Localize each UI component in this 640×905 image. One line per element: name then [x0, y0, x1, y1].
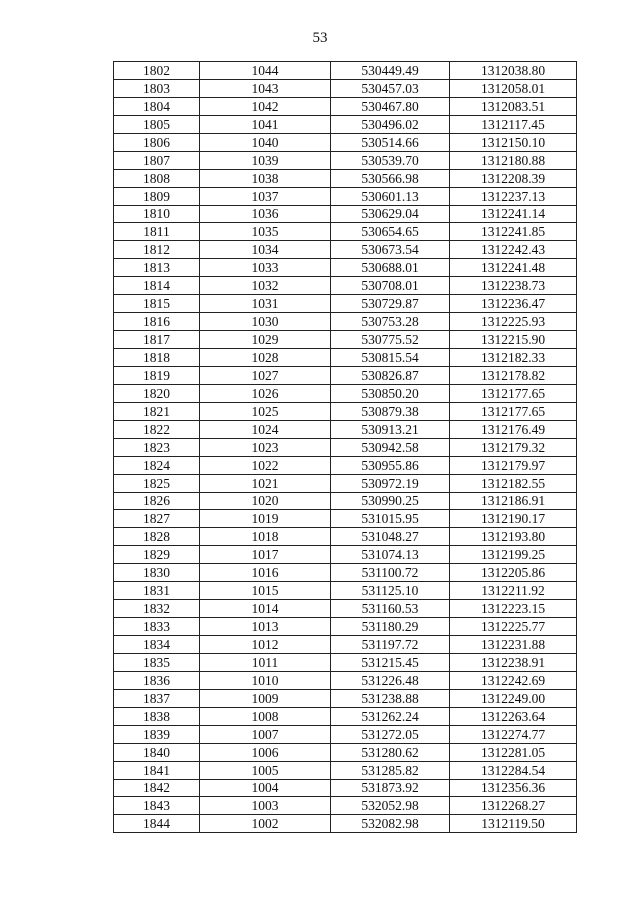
point-number-cell: 1812 — [114, 241, 200, 259]
table-row — [114, 259, 577, 277]
point-number-cell: 1822 — [114, 420, 200, 438]
point-number-cell: 1838 — [114, 707, 200, 725]
x-coordinate-cell: 530826.87 — [331, 366, 450, 384]
y-coordinate-cell: 1312236.47 — [450, 295, 577, 313]
ref-number-cell: 1003 — [200, 797, 331, 815]
y-coordinate-cell: 1312241.85 — [450, 223, 577, 241]
table-row — [114, 492, 577, 510]
y-coordinate-cell: 1312179.32 — [450, 438, 577, 456]
point-number-cell: 1808 — [114, 169, 200, 187]
x-coordinate-cell: 530539.70 — [331, 151, 450, 169]
x-coordinate-cell: 530449.49 — [331, 62, 450, 80]
x-coordinate-cell: 530913.21 — [331, 420, 450, 438]
y-coordinate-cell: 1312179.97 — [450, 456, 577, 474]
x-coordinate-cell: 531285.82 — [331, 761, 450, 779]
y-coordinate-cell: 1312177.65 — [450, 384, 577, 402]
point-number-cell: 1829 — [114, 546, 200, 564]
ref-number-cell: 1023 — [200, 438, 331, 456]
x-coordinate-cell: 530955.86 — [331, 456, 450, 474]
x-coordinate-cell: 531015.95 — [331, 510, 450, 528]
ref-number-cell: 1031 — [200, 295, 331, 313]
table-row — [114, 618, 577, 636]
table-row — [114, 815, 577, 833]
ref-number-cell: 1014 — [200, 600, 331, 618]
ref-number-cell: 1036 — [200, 205, 331, 223]
x-coordinate-cell: 530601.13 — [331, 187, 450, 205]
table-row — [114, 707, 577, 725]
ref-number-cell: 1043 — [200, 79, 331, 97]
ref-number-cell: 1039 — [200, 151, 331, 169]
point-number-cell: 1804 — [114, 97, 200, 115]
y-coordinate-cell: 1312186.91 — [450, 492, 577, 510]
y-coordinate-cell: 1312150.10 — [450, 133, 577, 151]
point-number-cell: 1841 — [114, 761, 200, 779]
x-coordinate-cell: 530972.19 — [331, 474, 450, 492]
x-coordinate-cell: 530775.52 — [331, 331, 450, 349]
x-coordinate-cell: 530753.28 — [331, 313, 450, 331]
y-coordinate-cell: 1312199.25 — [450, 546, 577, 564]
y-coordinate-cell: 1312241.48 — [450, 259, 577, 277]
table-row — [114, 151, 577, 169]
point-number-cell: 1833 — [114, 618, 200, 636]
table-row — [114, 761, 577, 779]
ref-number-cell: 1008 — [200, 707, 331, 725]
ref-number-cell: 1042 — [200, 97, 331, 115]
point-number-cell: 1811 — [114, 223, 200, 241]
table-row — [114, 546, 577, 564]
y-coordinate-cell: 1312211.92 — [450, 582, 577, 600]
ref-number-cell: 1010 — [200, 671, 331, 689]
table-row — [114, 474, 577, 492]
x-coordinate-cell: 531262.24 — [331, 707, 450, 725]
page-number: 53 — [312, 30, 328, 46]
ref-number-cell: 1006 — [200, 743, 331, 761]
ref-number-cell: 1035 — [200, 223, 331, 241]
y-coordinate-cell: 1312083.51 — [450, 97, 577, 115]
table-row — [114, 79, 577, 97]
table-row — [114, 295, 577, 313]
coordinates-table — [113, 61, 577, 833]
table-row — [114, 331, 577, 349]
y-coordinate-cell: 1312180.88 — [450, 151, 577, 169]
point-number-cell: 1824 — [114, 456, 200, 474]
y-coordinate-cell: 1312117.45 — [450, 115, 577, 133]
table-row — [114, 456, 577, 474]
table-row — [114, 384, 577, 402]
table-row — [114, 779, 577, 797]
y-coordinate-cell: 1312038.80 — [450, 62, 577, 80]
point-number-cell: 1830 — [114, 564, 200, 582]
point-number-cell: 1835 — [114, 653, 200, 671]
point-number-cell: 1807 — [114, 151, 200, 169]
point-number-cell: 1819 — [114, 366, 200, 384]
point-number-cell: 1828 — [114, 528, 200, 546]
x-coordinate-cell: 531873.92 — [331, 779, 450, 797]
point-number-cell: 1839 — [114, 725, 200, 743]
point-number-cell: 1836 — [114, 671, 200, 689]
y-coordinate-cell: 1312284.54 — [450, 761, 577, 779]
x-coordinate-cell: 531125.10 — [331, 582, 450, 600]
ref-number-cell: 1027 — [200, 366, 331, 384]
y-coordinate-cell: 1312225.77 — [450, 618, 577, 636]
table-row — [114, 133, 577, 151]
x-coordinate-cell: 531160.53 — [331, 600, 450, 618]
ref-number-cell: 1005 — [200, 761, 331, 779]
ref-number-cell: 1024 — [200, 420, 331, 438]
y-coordinate-cell: 1312231.88 — [450, 636, 577, 654]
point-number-cell: 1826 — [114, 492, 200, 510]
table-row — [114, 600, 577, 618]
x-coordinate-cell: 531048.27 — [331, 528, 450, 546]
y-coordinate-cell: 1312208.39 — [450, 169, 577, 187]
point-number-cell: 1816 — [114, 313, 200, 331]
x-coordinate-cell: 531074.13 — [331, 546, 450, 564]
y-coordinate-cell: 1312242.43 — [450, 241, 577, 259]
point-number-cell: 1827 — [114, 510, 200, 528]
table-row — [114, 97, 577, 115]
point-number-cell: 1803 — [114, 79, 200, 97]
y-coordinate-cell: 1312241.14 — [450, 205, 577, 223]
x-coordinate-cell: 532082.98 — [331, 815, 450, 833]
table-row — [114, 743, 577, 761]
ref-number-cell: 1015 — [200, 582, 331, 600]
ref-number-cell: 1009 — [200, 689, 331, 707]
y-coordinate-cell: 1312119.50 — [450, 815, 577, 833]
table-row — [114, 366, 577, 384]
ref-number-cell: 1041 — [200, 115, 331, 133]
y-coordinate-cell: 1312268.27 — [450, 797, 577, 815]
table-row — [114, 797, 577, 815]
y-coordinate-cell: 1312242.69 — [450, 671, 577, 689]
y-coordinate-cell: 1312182.33 — [450, 349, 577, 367]
ref-number-cell: 1013 — [200, 618, 331, 636]
y-coordinate-cell: 1312274.77 — [450, 725, 577, 743]
point-number-cell: 1843 — [114, 797, 200, 815]
table-row — [114, 205, 577, 223]
ref-number-cell: 1004 — [200, 779, 331, 797]
y-coordinate-cell: 1312058.01 — [450, 79, 577, 97]
point-number-cell: 1823 — [114, 438, 200, 456]
point-number-cell: 1813 — [114, 259, 200, 277]
x-coordinate-cell: 530467.80 — [331, 97, 450, 115]
ref-number-cell: 1028 — [200, 349, 331, 367]
y-coordinate-cell: 1312223.15 — [450, 600, 577, 618]
y-coordinate-cell: 1312225.93 — [450, 313, 577, 331]
point-number-cell: 1809 — [114, 187, 200, 205]
point-number-cell: 1815 — [114, 295, 200, 313]
y-coordinate-cell: 1312176.49 — [450, 420, 577, 438]
table-row — [114, 636, 577, 654]
ref-number-cell: 1017 — [200, 546, 331, 564]
table-row — [114, 277, 577, 295]
table-row — [114, 313, 577, 331]
coordinates-table-body — [114, 62, 577, 833]
x-coordinate-cell: 532052.98 — [331, 797, 450, 815]
x-coordinate-cell: 530942.58 — [331, 438, 450, 456]
x-coordinate-cell: 531272.05 — [331, 725, 450, 743]
y-coordinate-cell: 1312182.55 — [450, 474, 577, 492]
table-row — [114, 582, 577, 600]
y-coordinate-cell: 1312190.17 — [450, 510, 577, 528]
table-row — [114, 241, 577, 259]
y-coordinate-cell: 1312205.86 — [450, 564, 577, 582]
table-row — [114, 564, 577, 582]
table-row — [114, 187, 577, 205]
point-number-cell: 1840 — [114, 743, 200, 761]
x-coordinate-cell: 530815.54 — [331, 349, 450, 367]
y-coordinate-cell: 1312215.90 — [450, 331, 577, 349]
ref-number-cell: 1037 — [200, 187, 331, 205]
x-coordinate-cell: 530457.03 — [331, 79, 450, 97]
x-coordinate-cell: 530496.02 — [331, 115, 450, 133]
x-coordinate-cell: 531197.72 — [331, 636, 450, 654]
x-coordinate-cell: 530629.04 — [331, 205, 450, 223]
ref-number-cell: 1011 — [200, 653, 331, 671]
point-number-cell: 1818 — [114, 349, 200, 367]
y-coordinate-cell: 1312178.82 — [450, 366, 577, 384]
table-row — [114, 169, 577, 187]
y-coordinate-cell: 1312193.80 — [450, 528, 577, 546]
table-row — [114, 402, 577, 420]
x-coordinate-cell: 530729.87 — [331, 295, 450, 313]
table-row — [114, 725, 577, 743]
y-coordinate-cell: 1312237.13 — [450, 187, 577, 205]
ref-number-cell: 1019 — [200, 510, 331, 528]
x-coordinate-cell: 530654.65 — [331, 223, 450, 241]
table-row — [114, 438, 577, 456]
point-number-cell: 1834 — [114, 636, 200, 654]
table-row — [114, 528, 577, 546]
point-number-cell: 1820 — [114, 384, 200, 402]
table-row — [114, 653, 577, 671]
y-coordinate-cell: 1312356.36 — [450, 779, 577, 797]
y-coordinate-cell: 1312238.73 — [450, 277, 577, 295]
ref-number-cell: 1021 — [200, 474, 331, 492]
x-coordinate-cell: 530850.20 — [331, 384, 450, 402]
x-coordinate-cell: 530514.66 — [331, 133, 450, 151]
point-number-cell: 1821 — [114, 402, 200, 420]
point-number-cell: 1810 — [114, 205, 200, 223]
point-number-cell: 1837 — [114, 689, 200, 707]
x-coordinate-cell: 531100.72 — [331, 564, 450, 582]
ref-number-cell: 1029 — [200, 331, 331, 349]
table-row — [114, 420, 577, 438]
ref-number-cell: 1033 — [200, 259, 331, 277]
ref-number-cell: 1018 — [200, 528, 331, 546]
ref-number-cell: 1040 — [200, 133, 331, 151]
x-coordinate-cell: 530688.01 — [331, 259, 450, 277]
point-number-cell: 1817 — [114, 331, 200, 349]
table-row — [114, 671, 577, 689]
point-number-cell: 1814 — [114, 277, 200, 295]
ref-number-cell: 1034 — [200, 241, 331, 259]
ref-number-cell: 1016 — [200, 564, 331, 582]
table-row — [114, 115, 577, 133]
x-coordinate-cell: 530673.54 — [331, 241, 450, 259]
point-number-cell: 1842 — [114, 779, 200, 797]
x-coordinate-cell: 530990.25 — [331, 492, 450, 510]
x-coordinate-cell: 531180.29 — [331, 618, 450, 636]
x-coordinate-cell: 531238.88 — [331, 689, 450, 707]
ref-number-cell: 1012 — [200, 636, 331, 654]
point-number-cell: 1806 — [114, 133, 200, 151]
ref-number-cell: 1002 — [200, 815, 331, 833]
table-row — [114, 62, 577, 80]
y-coordinate-cell: 1312263.64 — [450, 707, 577, 725]
ref-number-cell: 1032 — [200, 277, 331, 295]
ref-number-cell: 1044 — [200, 62, 331, 80]
y-coordinate-cell: 1312281.05 — [450, 743, 577, 761]
table-row — [114, 689, 577, 707]
y-coordinate-cell: 1312177.65 — [450, 402, 577, 420]
y-coordinate-cell: 1312238.91 — [450, 653, 577, 671]
x-coordinate-cell: 531215.45 — [331, 653, 450, 671]
ref-number-cell: 1025 — [200, 402, 331, 420]
point-number-cell: 1832 — [114, 600, 200, 618]
point-number-cell: 1805 — [114, 115, 200, 133]
ref-number-cell: 1030 — [200, 313, 331, 331]
ref-number-cell: 1022 — [200, 456, 331, 474]
ref-number-cell: 1038 — [200, 169, 331, 187]
point-number-cell: 1825 — [114, 474, 200, 492]
x-coordinate-cell: 531226.48 — [331, 671, 450, 689]
ref-number-cell: 1026 — [200, 384, 331, 402]
y-coordinate-cell: 1312249.00 — [450, 689, 577, 707]
ref-number-cell: 1020 — [200, 492, 331, 510]
table-row — [114, 510, 577, 528]
x-coordinate-cell: 530708.01 — [331, 277, 450, 295]
table-row — [114, 223, 577, 241]
x-coordinate-cell: 530879.38 — [331, 402, 450, 420]
x-coordinate-cell: 530566.98 — [331, 169, 450, 187]
ref-number-cell: 1007 — [200, 725, 331, 743]
table-row — [114, 349, 577, 367]
point-number-cell: 1831 — [114, 582, 200, 600]
x-coordinate-cell: 531280.62 — [331, 743, 450, 761]
point-number-cell: 1844 — [114, 815, 200, 833]
point-number-cell: 1802 — [114, 62, 200, 80]
